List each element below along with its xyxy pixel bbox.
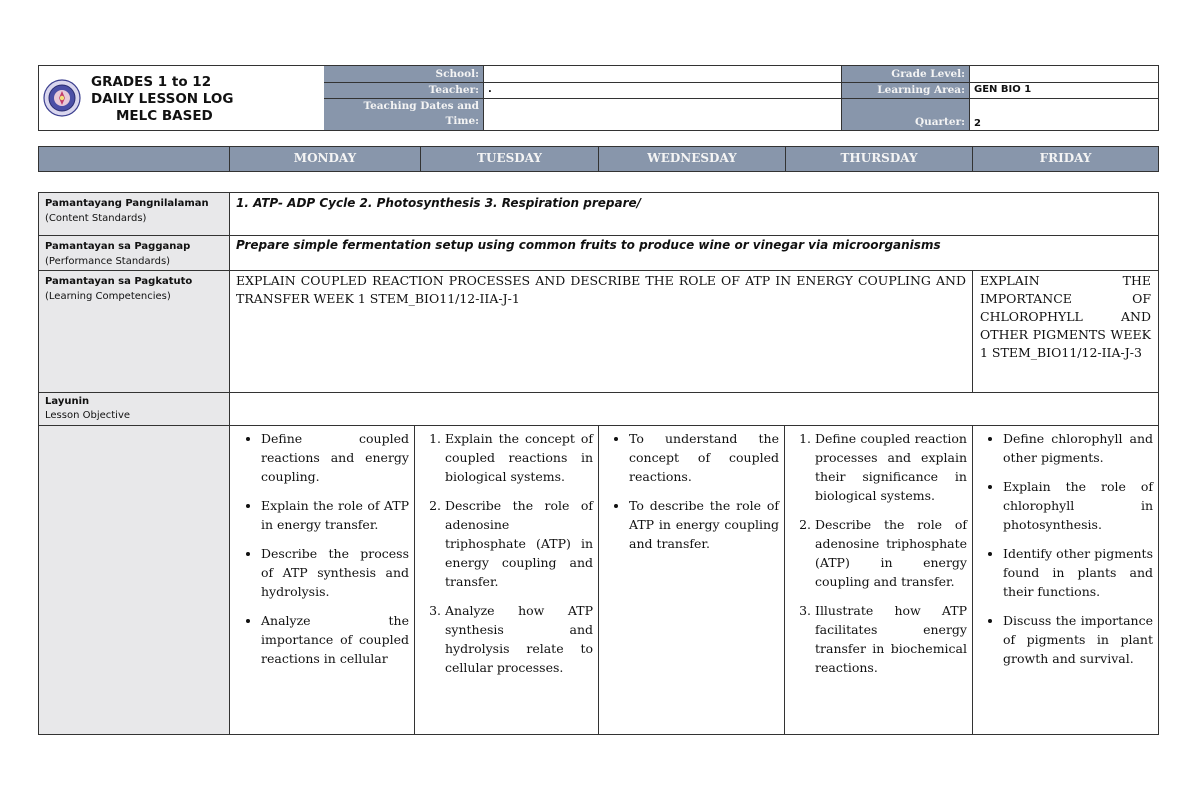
lesson-log-header [38, 65, 1159, 131]
learning-area-label: Learning Area: [842, 82, 970, 98]
school-field[interactable] [484, 66, 842, 82]
competency-monday-thursday: EXPLAIN COUPLED REACTION PROCESSES AND DESCRIBE THE ROLE OF ATP IN ENERGY COUPLING AND TRANSFER WEEK 1 STEM_BIO11/12-IIA-J-1 [236, 273, 966, 306]
day-friday: FRIDAY [972, 147, 1158, 171]
header-fields [324, 66, 1158, 130]
list-item: 1. Explain the concept of coupled reactions in biological systems. [445, 429, 593, 486]
learning-area-field[interactable]: GEN BIO 1 [970, 82, 1158, 98]
list-item: • To describe the role of ATP in energy coupling and transfer. [629, 496, 779, 553]
dates-field[interactable] [484, 98, 842, 130]
title-line-1: GRADES 1 to 12 [91, 74, 212, 90]
list-item: • Explain the role of ATP in energy transfer. [261, 496, 409, 534]
lesson-objective-label [39, 393, 230, 425]
competency-friday: EXPLAIN THE IMPORTANCE OF CHLOROPHYLL AND OTHER PIGMENTS WEEK 1 STEM_BIO11/12-IIA-J-3 [980, 273, 1151, 360]
list-item: • Describe the process of ATP synthesis and hydrolysis. [261, 544, 409, 601]
row-label: Layunin [45, 396, 90, 407]
content-standards-value: 1. ATP- ADP Cycle 2. Photosynthesis 3. Respiration prepare/ [236, 196, 642, 210]
content-standards-label [39, 193, 230, 235]
lesson-log-table [38, 192, 1159, 735]
day-thursday: THURSDAY [785, 147, 972, 171]
list-item: 3. Illustrate how ATP facilitates energy transfer in biochemical reactions. [815, 601, 967, 677]
performance-standards-value: Prepare simple fermentation setup using common fruits to produce wine or vinegar via microorganisms [236, 238, 941, 252]
row-label: Pamantayan sa Pagganap [45, 241, 191, 252]
list-item: • Discuss the importance of pigments in plant growth and survival. [1003, 611, 1153, 668]
row-sublabel: (Content Standards) [45, 213, 147, 224]
deped-seal-icon [43, 79, 81, 117]
document-title [91, 74, 233, 125]
list-item: 3. Analyze how ATP synthesis and hydrolysis relate to cellular processes. [445, 601, 593, 677]
objectives-tuesday [419, 429, 593, 687]
row-sublabel: Lesson Objective [45, 410, 131, 421]
day-tuesday: TUESDAY [420, 147, 598, 171]
objectives-blank-label [39, 426, 230, 734]
teacher-field[interactable]: . [484, 82, 842, 98]
objectives-friday [977, 429, 1153, 678]
title-line-3: MELC BASED [116, 108, 213, 124]
grade-level-label: Grade Level: [842, 66, 970, 82]
row-label: Pamantayang Pangnilalaman [45, 198, 209, 209]
dates-label-line-2: Time: [445, 115, 479, 127]
list-item: • Define chlorophyll and other pigments. [1003, 429, 1153, 467]
row-label: Pamantayan sa Pagkatuto [45, 276, 193, 287]
teacher-label: Teacher: [324, 82, 484, 98]
weekday-header-bar [38, 146, 1159, 172]
dates-label [324, 98, 484, 130]
header-rule [324, 98, 1158, 99]
learning-competencies-label [39, 271, 230, 392]
column-divider [972, 426, 973, 734]
list-item: 1. Define coupled reaction processes and explain their significance in biological systems. [815, 429, 967, 505]
day-wednesday: WEDNESDAY [598, 147, 785, 171]
column-divider [972, 271, 973, 392]
column-divider [784, 426, 785, 734]
title-cell [39, 66, 325, 130]
list-item: • Explain the role of chlorophyll in photosynthesis. [1003, 477, 1153, 534]
column-divider [598, 426, 599, 734]
quarter-label: Quarter: [842, 98, 970, 130]
list-item: • Analyze the importance of coupled reactions in cellular [261, 611, 409, 668]
objectives-monday [235, 429, 409, 678]
day-monday: MONDAY [229, 147, 420, 171]
title-line-2: DAILY LESSON LOG [91, 91, 234, 107]
performance-standards-label [39, 236, 230, 270]
list-item: • Identify other pigments found in plants and their functions. [1003, 544, 1153, 601]
quarter-field[interactable]: 2 [970, 98, 1158, 130]
objectives-wednesday [603, 429, 779, 563]
row-sublabel: (Performance Standards) [45, 256, 171, 267]
header-rule [324, 82, 1158, 83]
school-label: School: [324, 66, 484, 82]
list-item: • Define coupled reactions and energy coupling. [261, 429, 409, 486]
list-item: • To understand the concept of coupled reactions. [629, 429, 779, 486]
list-item: 2. Describe the role of adenosine triphosphate (ATP) in energy coupling and transfer. [445, 496, 593, 591]
grade-level-field[interactable] [970, 66, 1158, 82]
list-item: 2. Describe the role of adenosine triphosphate (ATP) in energy coupling and transfer. [815, 515, 967, 591]
column-divider [414, 426, 415, 734]
dates-label-line-1: Teaching Dates and [363, 100, 479, 112]
objectives-thursday [789, 429, 967, 687]
row-sublabel: (Learning Competencies) [45, 291, 171, 302]
